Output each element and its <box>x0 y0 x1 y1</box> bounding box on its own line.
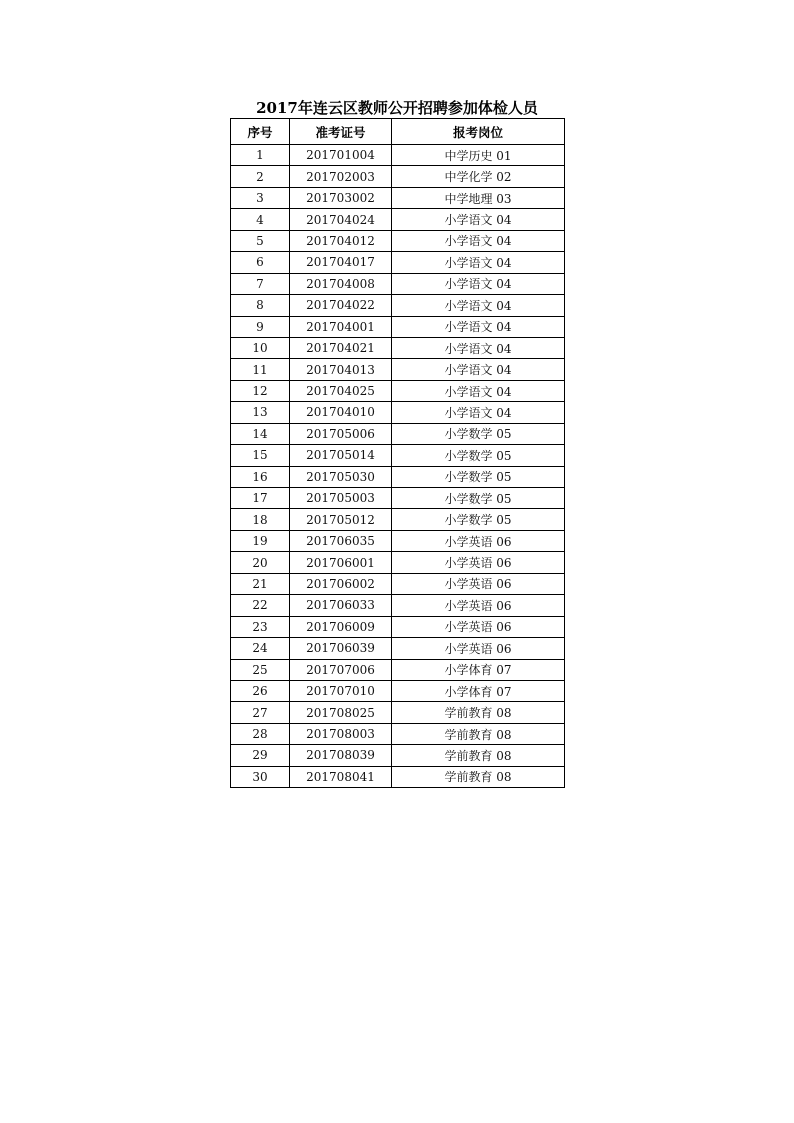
cell-position: 小学体育 07 <box>392 659 565 680</box>
table-row <box>231 402 565 423</box>
cell-index: 23 <box>231 616 290 637</box>
table-row <box>231 638 565 659</box>
table-row <box>231 466 565 487</box>
cell-ticket-number: 201704010 <box>290 402 392 423</box>
cell-index: 16 <box>231 466 290 487</box>
cell-position: 学前教育 08 <box>392 702 565 723</box>
table-header <box>231 119 565 145</box>
cell-ticket-number: 201708039 <box>290 745 392 766</box>
cell-ticket-number: 201704025 <box>290 380 392 401</box>
cell-index: 6 <box>231 252 290 273</box>
table-row <box>231 573 565 594</box>
cell-ticket-number: 201705012 <box>290 509 392 530</box>
cell-position: 小学数学 05 <box>392 423 565 444</box>
cell-index: 28 <box>231 723 290 744</box>
cell-position: 小学英语 06 <box>392 616 565 637</box>
cell-position: 小学语文 04 <box>392 273 565 294</box>
cell-position: 学前教育 08 <box>392 723 565 744</box>
cell-position: 小学英语 06 <box>392 530 565 551</box>
cell-index: 9 <box>231 316 290 337</box>
cell-index: 27 <box>231 702 290 723</box>
cell-position: 小学语文 04 <box>392 359 565 380</box>
cell-ticket-number: 201706039 <box>290 638 392 659</box>
table-row <box>231 595 565 616</box>
cell-index: 30 <box>231 766 290 787</box>
table-row <box>231 745 565 766</box>
cell-position: 小学数学 05 <box>392 445 565 466</box>
cell-position: 小学语文 04 <box>392 380 565 401</box>
header-row <box>231 119 565 145</box>
cell-ticket-number: 201707006 <box>290 659 392 680</box>
cell-position: 小学语文 04 <box>392 252 565 273</box>
table-row <box>231 209 565 230</box>
cell-position: 小学语文 04 <box>392 316 565 337</box>
cell-index: 10 <box>231 337 290 358</box>
cell-index: 17 <box>231 488 290 509</box>
cell-ticket-number: 201708041 <box>290 766 392 787</box>
cell-ticket-number: 201706001 <box>290 552 392 573</box>
cell-index: 26 <box>231 680 290 701</box>
cell-ticket-number: 201704021 <box>290 337 392 358</box>
cell-index: 20 <box>231 552 290 573</box>
cell-ticket-number: 201701004 <box>290 145 392 166</box>
cell-ticket-number: 201706009 <box>290 616 392 637</box>
cell-position: 小学语文 04 <box>392 209 565 230</box>
cell-position: 小学英语 06 <box>392 595 565 616</box>
cell-ticket-number: 201702003 <box>290 166 392 187</box>
table-row <box>231 552 565 573</box>
cell-ticket-number: 201705006 <box>290 423 392 444</box>
cell-ticket-number: 201706002 <box>290 573 392 594</box>
cell-ticket-number: 201704024 <box>290 209 392 230</box>
cell-index: 14 <box>231 423 290 444</box>
cell-ticket-number: 201705014 <box>290 445 392 466</box>
cell-position: 小学语文 04 <box>392 402 565 423</box>
cell-ticket-number: 201704012 <box>290 230 392 251</box>
cell-ticket-number: 201704022 <box>290 295 392 316</box>
cell-index: 11 <box>231 359 290 380</box>
cell-index: 1 <box>231 145 290 166</box>
cell-index: 25 <box>231 659 290 680</box>
cell-ticket-number: 201703002 <box>290 187 392 208</box>
cell-index: 18 <box>231 509 290 530</box>
table-row <box>231 187 565 208</box>
cell-index: 12 <box>231 380 290 401</box>
column-header-ticket-number: 准考证号 <box>290 119 392 145</box>
table-row <box>231 359 565 380</box>
cell-position: 学前教育 08 <box>392 766 565 787</box>
cell-index: 3 <box>231 187 290 208</box>
cell-index: 24 <box>231 638 290 659</box>
cell-ticket-number: 201705030 <box>290 466 392 487</box>
cell-ticket-number: 201704001 <box>290 316 392 337</box>
cell-position: 小学体育 07 <box>392 680 565 701</box>
table-row <box>231 230 565 251</box>
cell-ticket-number: 201705003 <box>290 488 392 509</box>
table-row <box>231 145 565 166</box>
cell-index: 13 <box>231 402 290 423</box>
table-row <box>231 766 565 787</box>
table-row <box>231 530 565 551</box>
table-row <box>231 616 565 637</box>
cell-position: 中学地理 03 <box>392 187 565 208</box>
cell-position: 小学英语 06 <box>392 638 565 659</box>
table-row <box>231 316 565 337</box>
cell-ticket-number: 201708025 <box>290 702 392 723</box>
cell-position: 小学数学 05 <box>392 466 565 487</box>
cell-index: 5 <box>231 230 290 251</box>
table-row <box>231 488 565 509</box>
cell-position: 中学历史 01 <box>392 145 565 166</box>
cell-index: 22 <box>231 595 290 616</box>
cell-position: 小学语文 04 <box>392 230 565 251</box>
exam-roster-table <box>230 118 565 788</box>
column-header-position: 报考岗位 <box>392 119 565 145</box>
table-row <box>231 295 565 316</box>
table-row <box>231 509 565 530</box>
cell-ticket-number: 201706035 <box>290 530 392 551</box>
table-row <box>231 723 565 744</box>
cell-index: 15 <box>231 445 290 466</box>
cell-position: 小学英语 06 <box>392 552 565 573</box>
cell-index: 19 <box>231 530 290 551</box>
table-row <box>231 166 565 187</box>
cell-index: 4 <box>231 209 290 230</box>
cell-position: 学前教育 08 <box>392 745 565 766</box>
cell-position: 中学化学 02 <box>392 166 565 187</box>
cell-position: 小学语文 04 <box>392 295 565 316</box>
table-row <box>231 380 565 401</box>
table-row <box>231 659 565 680</box>
cell-position: 小学数学 05 <box>392 488 565 509</box>
cell-index: 7 <box>231 273 290 294</box>
cell-ticket-number: 201707010 <box>290 680 392 701</box>
table-row <box>231 252 565 273</box>
table-row <box>231 337 565 358</box>
table-body <box>231 145 565 788</box>
cell-position: 小学语文 04 <box>392 337 565 358</box>
table-row <box>231 702 565 723</box>
document-title: 2017年连云区教师公开招聘参加体检人员 <box>256 99 538 117</box>
cell-index: 8 <box>231 295 290 316</box>
cell-ticket-number: 201704017 <box>290 252 392 273</box>
column-header-index: 序号 <box>231 119 290 145</box>
cell-ticket-number: 201706033 <box>290 595 392 616</box>
cell-index: 2 <box>231 166 290 187</box>
table-row <box>231 445 565 466</box>
table-row <box>231 680 565 701</box>
cell-index: 21 <box>231 573 290 594</box>
cell-index: 29 <box>231 745 290 766</box>
cell-ticket-number: 201704013 <box>290 359 392 380</box>
table-row <box>231 273 565 294</box>
cell-ticket-number: 201704008 <box>290 273 392 294</box>
table-row <box>231 423 565 444</box>
cell-position: 小学英语 06 <box>392 573 565 594</box>
cell-ticket-number: 201708003 <box>290 723 392 744</box>
cell-position: 小学数学 05 <box>392 509 565 530</box>
